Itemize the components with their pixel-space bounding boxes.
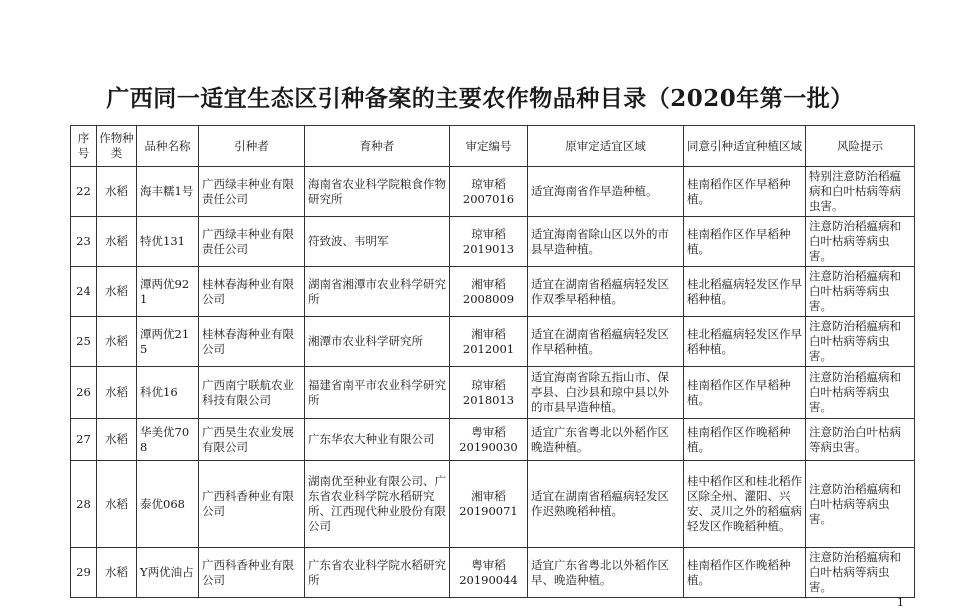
corner-mark: 1 [897, 596, 904, 609]
cell-code [450, 167, 528, 217]
cell-variety: 华美优708 [137, 419, 199, 461]
table-row [71, 367, 915, 419]
cell-introducer: 桂林春海种业有限公司 [199, 267, 305, 317]
cell-risk: 注意防治稻瘟病和白叶枯病等病虫害。 [806, 548, 915, 598]
cell-approved-region: 桂中稻作区和桂北稻作区除全州、灌阳、兴安、灵川之外的稻瘟病轻发区作晚稻种植。 [684, 461, 806, 548]
cell-risk: 注意防治白叶枯病等病虫害。 [806, 419, 915, 461]
cell-approved-region: 桂南稻作区作晚稻种植。 [684, 548, 806, 598]
cell-code [450, 419, 528, 461]
code-number: 2019013 [462, 241, 515, 256]
cell-approved-region: 桂南稻作区作晚稻种植。 [684, 419, 806, 461]
table-row [71, 167, 915, 217]
header-risk: 风险提示 [806, 126, 915, 167]
cell-approved-region: 桂南稻作区作早稻种植。 [684, 217, 806, 267]
cell-approved-region: 桂南稻作区作早稻种植。 [684, 167, 806, 217]
table-row [71, 419, 915, 461]
header-introducer: 引种者 [199, 126, 305, 167]
cell-no: 27 [71, 419, 97, 461]
cell-breeder: 福建省南平市农业科学研究所 [305, 367, 450, 419]
cell-crop: 水稻 [97, 217, 137, 267]
table-row [71, 267, 915, 317]
cell-breeder: 湘潭市农业科学研究所 [305, 317, 450, 367]
cell-no: 24 [71, 267, 97, 317]
cell-code [450, 367, 528, 419]
code-number: 20190071 [459, 504, 518, 518]
cell-code [450, 267, 528, 317]
code-prefix: 湘审稻 [471, 326, 506, 341]
cell-crop: 水稻 [97, 461, 137, 548]
cell-breeder: 海南省农业科学院粮食作物研究所 [305, 167, 450, 217]
cell-breeder: 广东华农大种业有限公司 [305, 419, 450, 461]
code-number: 20190044 [459, 572, 518, 587]
cell-code [450, 461, 528, 548]
cell-orig-region: 适宜在湖南省稻瘟病轻发区作双季早稻种植。 [528, 267, 684, 317]
cell-variety: 特优131 [137, 217, 199, 267]
cell-introducer: 广西南宁联航农业科技有限公司 [199, 367, 305, 419]
cell-introducer: 广西绿丰种业有限责任公司 [199, 167, 305, 217]
cell-risk: 注意防治稻瘟病和白叶枯病等病虫害。 [806, 367, 915, 419]
code-number: 2012001 [462, 341, 515, 356]
cell-risk: 注意防治稻瘟病和白叶枯病等病虫害。 [806, 217, 915, 267]
header-approved-region: 同意引种适宜种植区域 [684, 126, 806, 167]
cell-crop: 水稻 [97, 367, 137, 419]
cell-code [450, 317, 528, 367]
cell-variety: Y两优油占 [137, 548, 199, 598]
cell-introducer: 广西绿丰种业有限责任公司 [199, 217, 305, 267]
variety-catalog-table [70, 125, 915, 598]
cell-breeder: 湖南优至种业有限公司、广东省农业科学院水稻研究所、江西现代种业股份有限公司 [305, 461, 450, 548]
code-prefix: 湘审稻 [471, 276, 506, 291]
cell-introducer: 桂林春海种业有限公司 [199, 317, 305, 367]
table-row [71, 217, 915, 267]
cell-introducer: 广西昊生农业发展有限公司 [199, 419, 305, 461]
cell-code [450, 217, 528, 267]
cell-risk: 注意防治稻瘟病和白叶枯病等病虫害。 [806, 461, 915, 548]
cell-no: 29 [71, 548, 97, 598]
cell-breeder: 符致波、韦明军 [305, 217, 450, 267]
cell-risk: 注意防治稻瘟病和白叶枯病等病虫害。 [806, 267, 915, 317]
cell-variety: 海丰糯1号 [137, 167, 199, 217]
cell-no: 23 [71, 217, 97, 267]
code-prefix: 琼审稻 [471, 377, 506, 392]
cell-approved-region: 桂北稻瘟病轻发区作早稻种植。 [684, 317, 806, 367]
header-variety: 品种名称 [137, 126, 199, 167]
cell-breeder: 湖南省湘潭市农业科学研究所 [305, 267, 450, 317]
cell-crop: 水稻 [97, 317, 137, 367]
cell-orig-region: 适宜海南省除山区以外的市县早造种植。 [528, 217, 684, 267]
cell-code [450, 548, 528, 598]
cell-no: 28 [71, 461, 97, 548]
header-orig-region: 原审定适宜区域 [528, 126, 684, 167]
code-prefix: 粤审稻 [471, 557, 506, 572]
cell-crop: 水稻 [97, 419, 137, 461]
cell-variety: 潭两优215 [137, 317, 199, 367]
cell-orig-region: 适宜广东省粤北以外稻作区晚造种植。 [528, 419, 684, 461]
cell-approved-region: 桂北稻瘟病轻发区作早稻种植。 [684, 267, 806, 317]
table-row [71, 317, 915, 367]
code-number: 2007016 [462, 191, 515, 206]
cell-no: 25 [71, 317, 97, 367]
code-number: 20190030 [459, 439, 518, 454]
cell-introducer: 广西科香种业有限公司 [199, 461, 305, 548]
table-row [71, 548, 915, 598]
header-breeder: 育种者 [305, 126, 450, 167]
table-row [71, 461, 915, 548]
cell-no: 26 [71, 367, 97, 419]
cell-orig-region: 适宜广东省粤北以外稻作区早、晚造种植。 [528, 548, 684, 598]
code-prefix: 琼审稻 [471, 226, 506, 241]
cell-risk: 特别注意防治稻瘟病和白叶枯病等病虫害。 [806, 167, 915, 217]
cell-no: 22 [71, 167, 97, 217]
cell-crop: 水稻 [97, 167, 137, 217]
header-code: 审定编号 [450, 126, 528, 167]
code-number: 2018013 [462, 392, 515, 407]
document-title: 广西同一适宜生态区引种备案的主要农作物品种目录（2020年第一批） [106, 85, 854, 112]
header-row [71, 126, 915, 167]
cell-orig-region: 适宜海南省除五指山市、保亭县、白沙县和琼中县以外的市县早造种植。 [528, 367, 684, 419]
cell-breeder: 广东省农业科学院水稻研究所 [305, 548, 450, 598]
code-number: 2008009 [462, 291, 515, 306]
code-prefix: 琼审稻 [471, 176, 506, 191]
header-crop: 作物种类 [97, 126, 137, 167]
code-prefix: 湘审稻 [471, 489, 506, 503]
cell-approved-region: 桂南稻作区作早稻种植。 [684, 367, 806, 419]
code-prefix: 粤审稻 [471, 424, 506, 439]
cell-crop: 水稻 [97, 267, 137, 317]
cell-orig-region: 适宜在湖南省稻瘟病轻发区作迟熟晚稻种植。 [528, 461, 684, 548]
cell-variety: 潭两优921 [137, 267, 199, 317]
cell-introducer: 广西科香种业有限公司 [199, 548, 305, 598]
cell-variety: 科优16 [137, 367, 199, 419]
header-no: 序号 [71, 126, 97, 167]
cell-risk: 注意防治稻瘟病和白叶枯病等病虫害。 [806, 317, 915, 367]
cell-orig-region: 适宜在湖南省稻瘟病轻发区作早稻种植。 [528, 317, 684, 367]
cell-crop: 水稻 [97, 548, 137, 598]
cell-variety: 泰优068 [137, 461, 199, 548]
cell-orig-region: 适宜海南省作早造种植。 [528, 167, 684, 217]
